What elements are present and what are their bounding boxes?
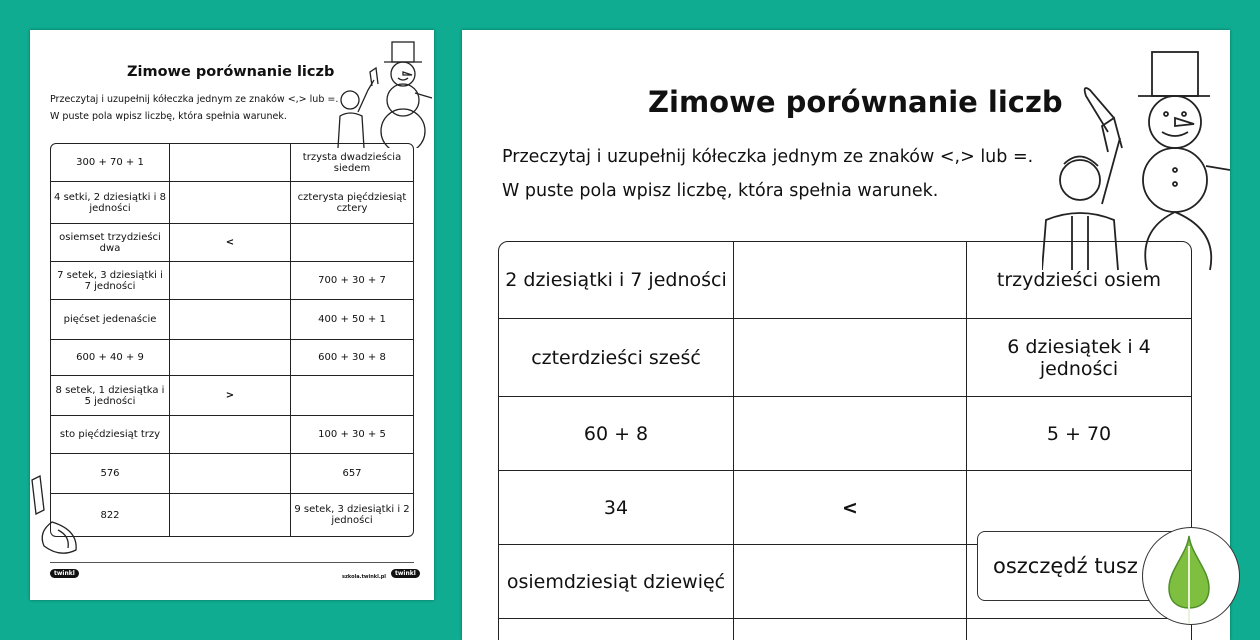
table-cell-left: osiemset trzydzieści dwa <box>51 224 170 262</box>
table-cell-middle <box>734 545 967 619</box>
table-cell-right: 600 + 30 + 8 <box>291 340 413 376</box>
footer-divider <box>50 562 414 563</box>
table-cell-left: 7 setek, 3 dziesiątki i 7 jedności <box>51 262 170 300</box>
table-cell-middle <box>170 494 291 536</box>
save-ink-icon-circle[interactable] <box>1142 527 1240 625</box>
less-than-sign: < <box>170 224 291 262</box>
table-row <box>51 300 413 340</box>
table-cell-right <box>291 224 413 262</box>
table-row <box>51 416 413 454</box>
table-cell-right: trzysta dwadzieścia siedem <box>291 144 413 182</box>
table-cell-left: 34 <box>499 471 734 545</box>
worksheet-instruction-2: W puste pola wpisz liczbę, która spełnia warunek. <box>502 181 939 201</box>
worksheet-instruction-2: W puste pola wpisz liczbę, która spełnia warunek. <box>50 111 287 122</box>
table-cell-right: 657 <box>291 454 413 494</box>
greater-than-sign: > <box>170 376 291 416</box>
comparison-table <box>50 143 414 537</box>
less-than-sign: < <box>734 471 967 545</box>
table-cell-middle <box>170 340 291 376</box>
table-cell-middle <box>734 242 967 319</box>
table-cell-middle <box>170 416 291 454</box>
table-cell-middle <box>170 300 291 340</box>
leaf-icon <box>1143 528 1239 624</box>
table-cell-left: czterdzieści sześć <box>499 319 734 397</box>
table-row <box>51 494 413 536</box>
table-row <box>499 397 1191 471</box>
table-cell-left: sto pięćdziesiąt trzy <box>51 416 170 454</box>
table-cell-middle <box>170 182 291 224</box>
table-row <box>51 376 413 416</box>
table-cell-right: 100 + 30 + 5 <box>291 416 413 454</box>
table-row <box>51 262 413 300</box>
twinkl-badge-icon: twinkl <box>391 569 420 578</box>
table-cell-middle <box>734 319 967 397</box>
table-cell-right: 6 dziesiątek i 4 jedności <box>967 319 1191 397</box>
table-cell-left: osiemdziesiąt dziewięć <box>499 545 734 619</box>
table-cell-right <box>291 376 413 416</box>
table-cell-right: trzydzieści osiem <box>967 242 1191 319</box>
table-row <box>51 224 413 262</box>
table-row <box>51 182 413 224</box>
table-cell-left: 822 <box>51 494 170 536</box>
save-ink-label: oszczędź tusz <box>993 554 1138 578</box>
table-cell-left: 300 + 70 + 1 <box>51 144 170 182</box>
table-cell-left: 4 setki, 2 dziesiątki i 8 jedności <box>51 182 170 224</box>
table-cell-left: 576 <box>51 454 170 494</box>
table-cell-left: 8 setek, 1 dziesiątka i 5 jedności <box>51 376 170 416</box>
worksheet-title: Zimowe porównanie liczb <box>648 85 1063 119</box>
table-cell-middle <box>734 397 967 471</box>
table-cell-right: 9 setek, 3 dziesiątki i 2 jedności <box>294 504 410 526</box>
worksheet-instruction-1: Przeczytaj i uzupełnij kółeczka jednym ze znaków <,> lub =. <box>502 147 1034 167</box>
table-row <box>51 340 413 376</box>
twinkl-logo: twinkl <box>50 569 79 578</box>
table-row <box>499 242 1191 319</box>
table-cell-middle <box>170 454 291 494</box>
table-cell-left: 60 + 8 <box>499 397 734 471</box>
table-cell-middle <box>170 262 291 300</box>
worksheet-title: Zimowe porównanie liczb <box>127 64 335 80</box>
boy-and-snowman-illustration <box>330 38 434 148</box>
table-cell-right: 5 + 70 <box>967 397 1191 471</box>
save-ink-badge[interactable] <box>977 531 1242 601</box>
table-cell-middle <box>170 144 291 182</box>
table-cell-left: pięćset jedenaście <box>51 300 170 340</box>
worksheet-preview-small <box>30 30 434 600</box>
table-cell-right: czterysta pięćdziesiąt cztery <box>291 182 413 224</box>
table-row <box>51 144 413 182</box>
scarf-illustration <box>30 470 82 560</box>
table-cell-left: 600 + 40 + 9 <box>51 340 170 376</box>
boy-and-snowman-illustration <box>1042 40 1230 270</box>
table-row <box>499 319 1191 397</box>
table-cell-right: 400 + 50 + 1 <box>291 300 413 340</box>
worksheet-instruction-1: Przeczytaj i uzupełnij kółeczka jednym ze znaków <,> lub =. <box>50 94 339 105</box>
table-row <box>51 454 413 494</box>
footer-url: szkola.twinkl.pl <box>342 574 387 580</box>
table-cell-left: 2 dziesiątki i 7 jedności <box>499 242 734 319</box>
table-cell-right: 700 + 30 + 7 <box>291 262 413 300</box>
